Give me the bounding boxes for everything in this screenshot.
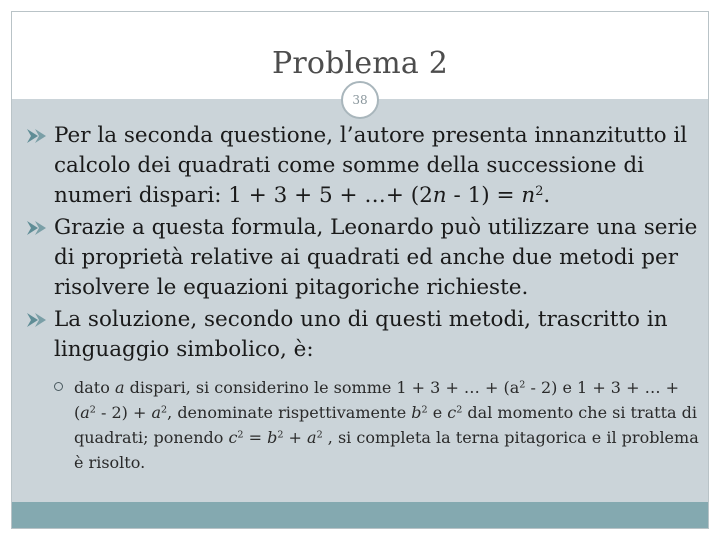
bullet-item: Grazie a questa formula, Leonardo può utilizzare una serie di proprietà relative ai quadrati ed anche due metodi per risolvere le equazioni pitagoriche richieste. <box>24 213 700 303</box>
bullet-arrow-icon <box>26 219 50 237</box>
slide-title: Problema 2 <box>271 46 449 81</box>
slide-number: 38 <box>341 81 379 119</box>
bullet-arrow-icon <box>26 311 50 329</box>
sub-bullet-item: dato a dispari, si considerino le somme 1 + 3 + … + $(a^2 - 2)$ e 1 + 3 + … + $(a^2 - 2) + a^2$, denominate rispettivamente $b^2$ e $c^2$ dal momento che si tratta di quadrati; ponendo $c^2 = b^2 + a^2$ , si completa la terna pitagorica e il problema è risolto. <box>54 375 702 475</box>
footer-bar <box>12 502 708 528</box>
bullet-arrow-icon <box>26 127 50 145</box>
circle-bullet-icon <box>54 382 63 391</box>
bullet-item: La soluzione, secondo uno di questi metodi, trascritto in linguaggio simbolico, è: <box>24 305 700 365</box>
bullet-item: Per la seconda questione, l’autore presenta innanzitutto il calcolo dei quadrati come somme della successione di numeri dispari: 1 + 3 + 5 + …+ $(2n - 1) = n^2$. <box>24 121 700 211</box>
bullet-list <box>24 121 700 475</box>
